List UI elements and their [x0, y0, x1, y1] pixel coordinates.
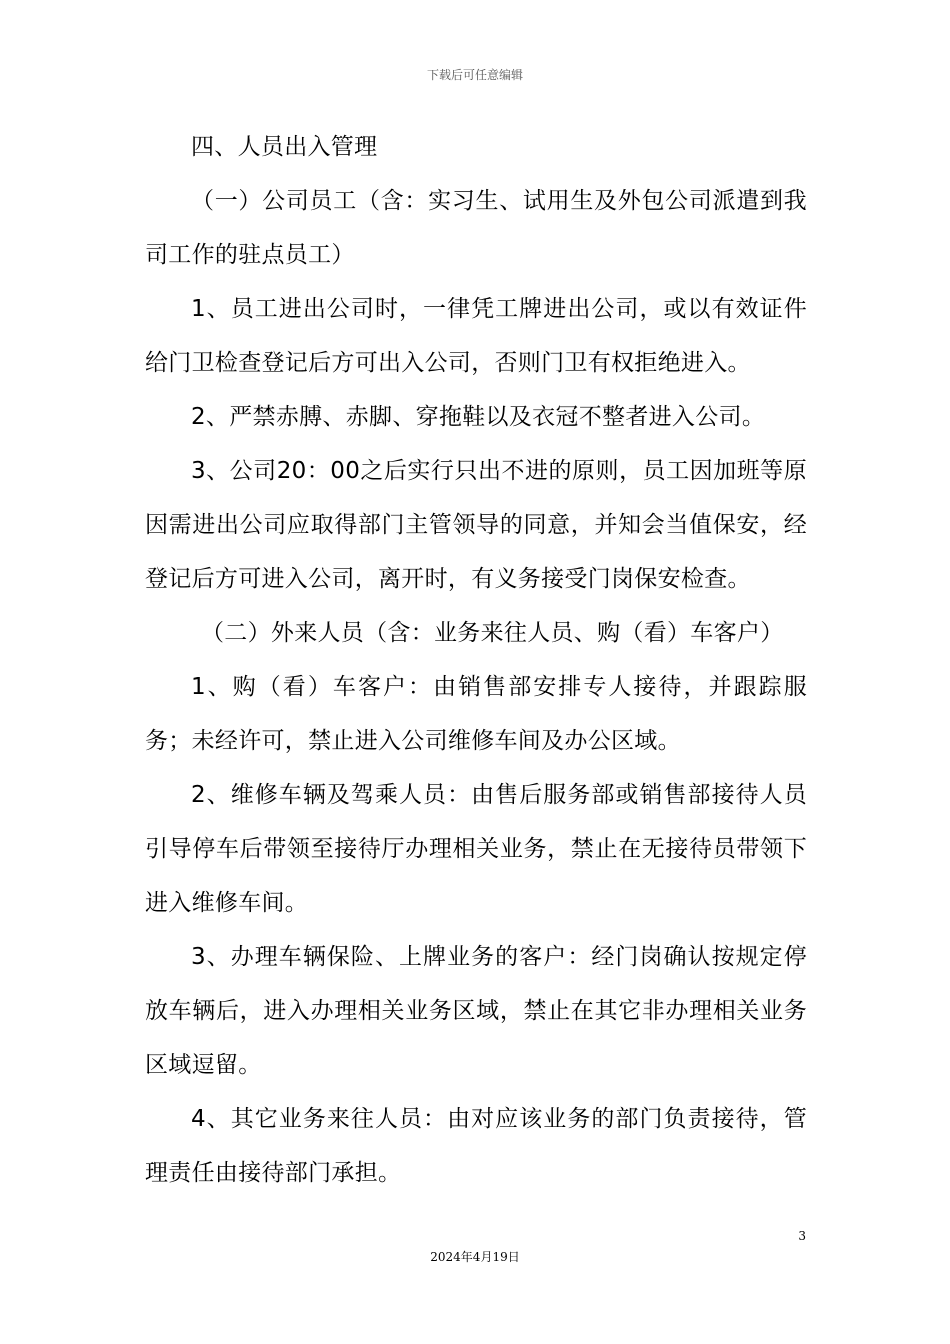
subsection-heading-visitors: （二）外来人员（含：业务来往人员、购（看）车客户） [201, 620, 784, 646]
paragraph-visitor-item-2: 2、维修车辆及驾乘人员：由售后服务部或销售部接待人员引导停车后带领至接待厅办理相关业务，禁止在无接待员带领下进入维修车间。 [145, 782, 807, 916]
paragraph-item-2: 2、严禁赤膊、赤脚、穿拖鞋以及衣冠不整者进入公司。 [191, 404, 766, 430]
paragraph-visitor-item-1: 1、购（看）车客户：由销售部安排专人接待，并跟踪服务；未经许可，禁止进入公司维修车间及办公区域。 [145, 674, 807, 754]
paragraph-visitor-item-3: 3、办理车辆保险、上牌业务的客户：经门岗确认按规定停放车辆后，进入办理相关业务区域，禁止在其它非办理相关业务区域逗留。 [145, 944, 807, 1078]
page-footer-date: 2024年4月19日 [430, 1250, 520, 1264]
page-header: 下载后可任意编辑 [426, 68, 523, 82]
section-heading: 四、人员出入管理 [191, 134, 378, 160]
paragraph-item-1: 1、员工进出公司时，一律凭工牌进出公司，或以有效证件给门卫检查登记后方可出入公司，否则门卫有权拒绝进入。 [145, 296, 807, 376]
paragraph-item-3: 3、公司20：00之后实行只出不进的原则，员工因加班等原因需进出公司应取得部门主管领导的同意，并知会当值保安，经登记后方可进入公司，离开时，有义务接受门岗保安检查。 [145, 458, 807, 592]
subsection-heading-employees: （一）公司员工（含：实习生、试用生及外包公司派遣到我司工作的驻点员工） [145, 188, 807, 268]
page-number: 3 [798, 1229, 806, 1243]
document-body [145, 120, 807, 1200]
paragraph-visitor-item-4: 4、其它业务来往人员：由对应该业务的部门负责接待，管理责任由接待部门承担。 [145, 1106, 807, 1186]
